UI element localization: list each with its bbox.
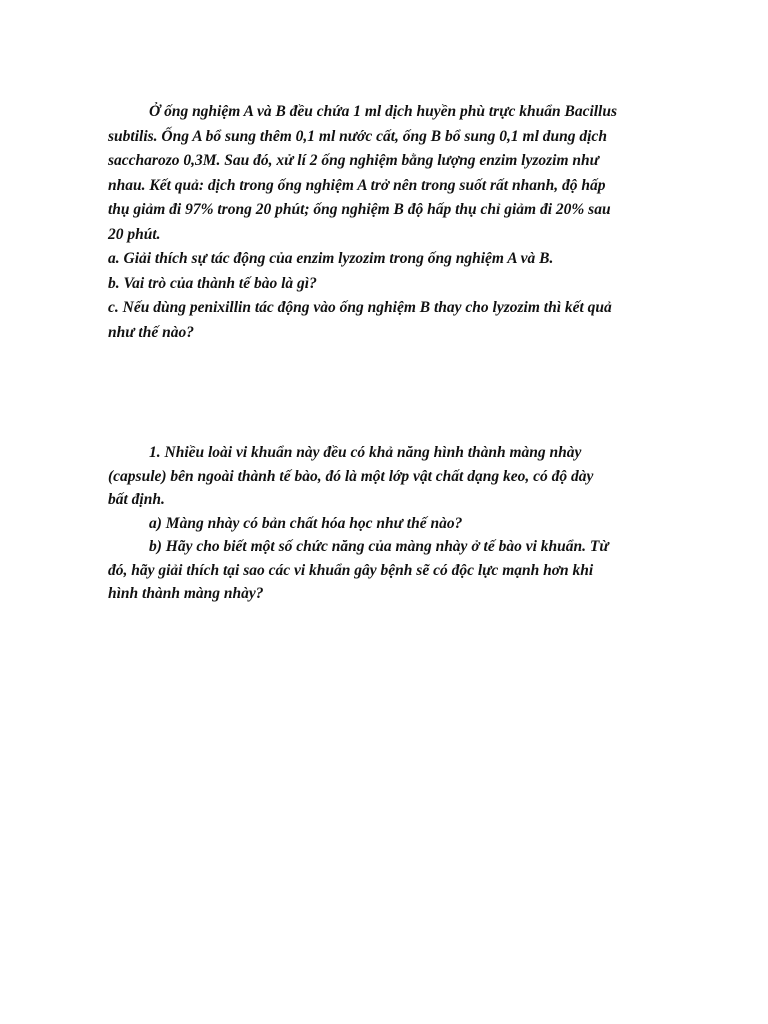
question-1-line: nhau. Kết quả: dịch trong ống nghiệm A trở nên trong suốt rất nhanh, độ hấp bbox=[108, 176, 606, 194]
question-1-line: Ở ống nghiệm A và B đều chứa 1 ml dịch huyền phù trực khuẩn Bacillus bbox=[149, 103, 618, 120]
question-2-line: đó, hãy giải thích tại sao các vi khuẩn gây bệnh sẽ có độc lực mạnh hơn khi bbox=[108, 561, 594, 579]
question-2-line: (capsule) bên ngoài thành tế bào, đó là một lớp vật chất dạng keo, có độ dày bbox=[108, 467, 594, 485]
question-1-part-a: a. Giải thích sự tác động của enzim lyzozim trong ống nghiệm A và B. bbox=[108, 250, 554, 267]
question-1-line: subtilis. Ống A bổ sung thêm 0,1 ml nước cất, ống B bổ sung 0,1 ml dung dịch bbox=[108, 127, 607, 145]
question-2-line: bất định. bbox=[108, 491, 165, 508]
question-1-paragraph bbox=[108, 100, 668, 345]
question-1-part-c: c. Nếu dùng penixillin tác động vào ống nghiệm B thay cho lyzozim thì kết quả bbox=[108, 299, 612, 316]
question-2-line: hình thành màng nhày? bbox=[108, 585, 264, 602]
question-1-line: như thế nào? bbox=[108, 323, 194, 341]
question-2-part-a: a) Màng nhày có bản chất hóa học như thế nào? bbox=[149, 514, 463, 532]
question-2-paragraph bbox=[108, 441, 668, 606]
question-2-part-b: b) Hãy cho biết một số chức năng của màng nhày ở tế bào vi khuẩn. Từ bbox=[149, 538, 609, 555]
question-2-line: 1. Nhiều loài vi khuẩn này đều có khả năng hình thành màng nhày bbox=[149, 444, 582, 461]
question-1-line: saccharozo 0,3M. Sau đó, xử lí 2 ống nghiệm bằng lượng enzim lyzozim như bbox=[108, 152, 599, 169]
question-1-line: thụ giảm đi 97% trong 20 phút; ống nghiệm B độ hấp thụ chỉ giảm đi 20% sau bbox=[108, 201, 611, 218]
question-1-line: 20 phút. bbox=[108, 225, 161, 243]
question-1-part-b: b. Vai trò của thành tế bào là gì? bbox=[108, 274, 317, 292]
